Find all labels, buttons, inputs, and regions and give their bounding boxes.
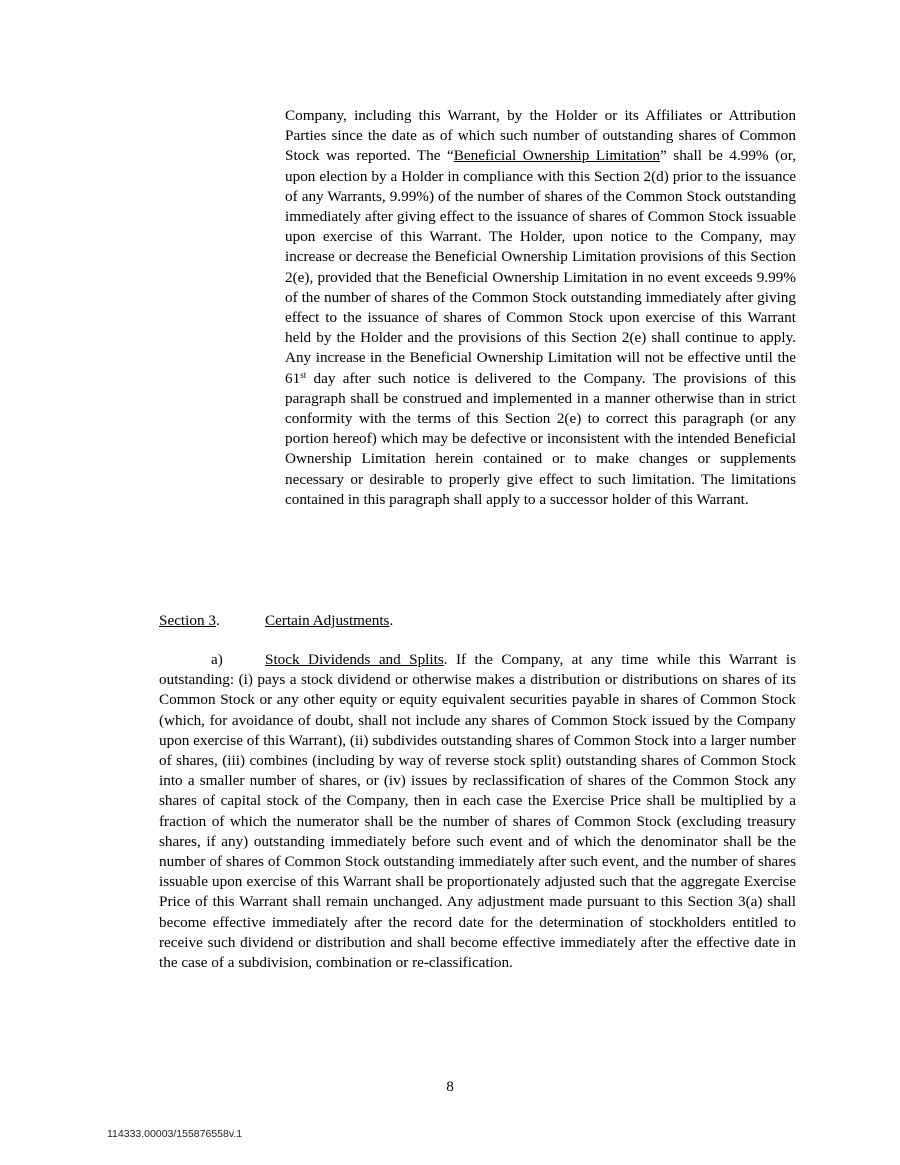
- continuation-text-1: Company, including this Warrant, by the Holder or its Affiliates or Attribution Parties since the date as of which such number of outstanding shares of Common Stock was reported. The “: [285, 107, 796, 165]
- section-title: Certain Adjustments: [265, 612, 390, 629]
- section-title-punct: .: [389, 612, 394, 629]
- section-3-heading: [159, 611, 393, 631]
- continuation-text-2: ” shall be 4.99% (or, upon election by a Holder in compliance with this Section 2(d) prior to the issuance of any Warrants, 9.99%) of the number of shares of the Common Stock outstanding immediately after giving effect to the issuance of shares of Common Stock issuable upon exercise of this Warrant. The Holder, upon notice to the Company, may increase or decrease the Beneficial Ownership Limitation provisions of this Section 2(e), provided that the Beneficial Ownership Limitation in no event exceeds 9.99% of the number of shares of the Common Stock outstanding immediately after giving effect to the issuance of shares of Common Stock upon exercise of this Warrant held by the Holder and the provisions of this Section 2(e) shall continue to apply. Any increase in the Beneficial Ownership Limitation will not be effective until the 61: [285, 147, 797, 387]
- section-number: Section 3: [159, 612, 216, 629]
- subsection-title: Stock Dividends and Splits: [265, 651, 444, 668]
- subsection-body: . If the Company, at any time while this Warrant is outstanding: (i) pays a stock dividend or otherwise makes a distribution or distributions on shares of its Common Stock or any other equity or equity equivalent securities payable in shares of Common Stock (which, for avoidance of doubt, shall not include any shares of Common Stock issued by the Company upon exercise of this Warrant), (ii) subdivides outstanding shares of Common Stock into a larger number of shares, (iii) combines (including by way of reverse stock split) outstanding shares of Common Stock into a smaller number of shares, or (iv) issues by reclassification of shares of the Common Stock any shares of capital stock of the Company, then in each case the Exercise Price shall be multiplied by a fraction of which the numerator shall be the number of shares of Common Stock (excluding treasury shares, if any) outstanding immediately before such event and of which the denominator shall be the number of shares of Common Stock outstanding immediately after such event, and the number of shares issuable upon exercise of this Warrant shall be proportionately adjusted such that the aggregate Exercise Price of this Warrant shall remain unchanged. Any adjustment made pursuant to this Section 3(a) shall become effective immediately after the record date for the determination of stockholders entitled to receive such dividend or distribution and shall become effective immediately after the effective date in the case of a subdivision, combination or re-classification.: [159, 651, 796, 972]
- subsection-a-paragraph: [159, 650, 796, 973]
- subsection-label: a): [211, 651, 223, 668]
- document-id: 114333.00003/155876558v.1: [107, 1128, 243, 1140]
- continuation-text-3: day after such notice is delivered to the Company. The provisions of this paragraph shall be construed and implemented in a manner otherwise than in strict conformity with the terms of this Section 2(e) to correct this paragraph (or any portion hereof) which may be defective or inconsistent with the intended Beneficial Ownership Limitation herein contained or to make changes or supplements necessary or desirable to properly give effect to such limitation. The limitations contained in this paragraph shall apply to a successor holder of this Warrant.: [285, 369, 796, 508]
- continuation-paragraph: [285, 106, 796, 510]
- page-number: 8: [446, 1078, 454, 1095]
- defined-term-beneficial-ownership-limitation: Beneficial Ownership Limitation: [453, 147, 661, 165]
- section-number-punct: .: [215, 612, 220, 629]
- ordinal-superscript: st: [300, 369, 307, 380]
